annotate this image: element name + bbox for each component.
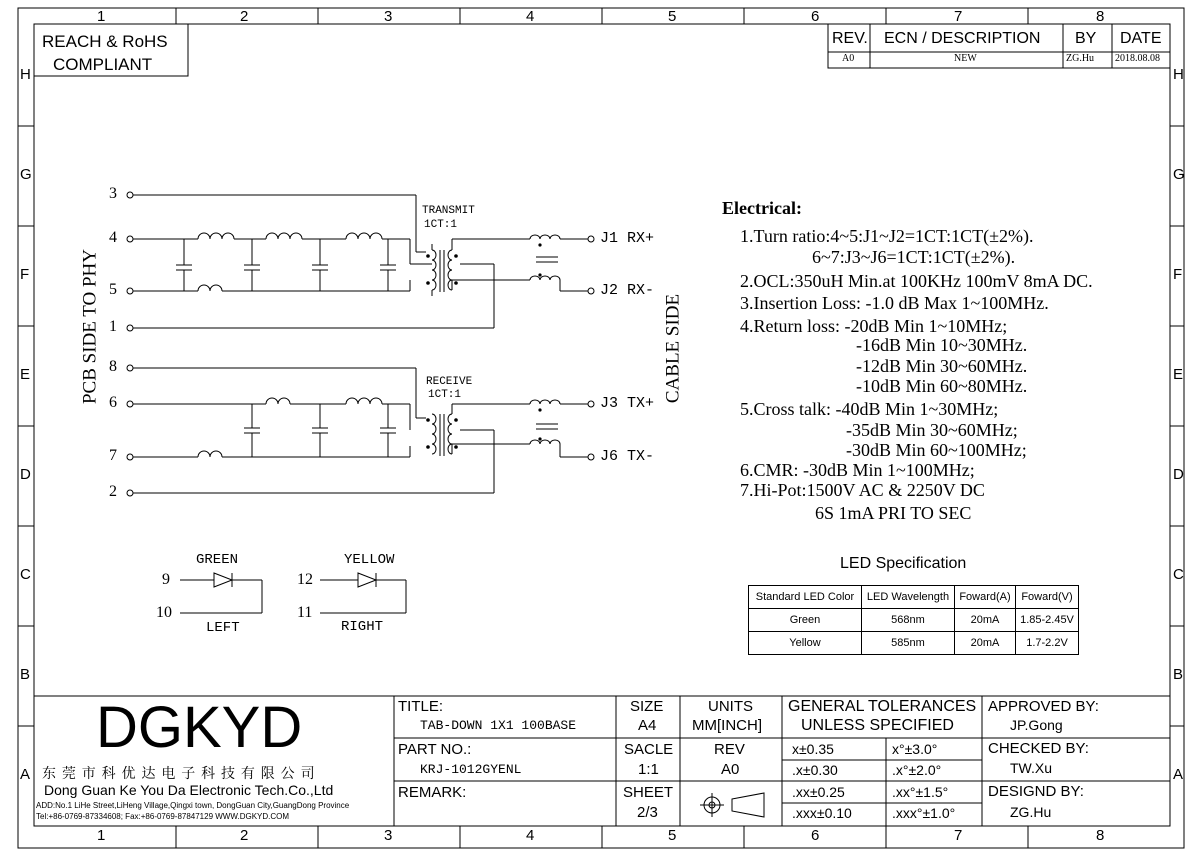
spec-line: 6.CMR: -30dB Min 1~100MHz; [740,460,975,480]
date-header: DATE [1120,30,1162,47]
table-cell: 20mA [955,609,1016,632]
approved-label: APPROVED BY: [988,698,1099,715]
table-cell: 1.7-2.2V [1016,632,1079,655]
projection-symbol [700,793,764,817]
pin-label: 7 [109,447,117,464]
pin-label-right: J1 RX+ [600,230,655,247]
led-yellow-symbol [320,573,406,613]
table-header: Standard LED Color [749,586,862,609]
row-label: A [1173,766,1184,783]
spec-line: 4.Return loss: -20dB Min 1~10MHz; [740,316,1008,336]
spec-line: -16dB Min 10~30MHz. [856,335,1028,355]
led-spec-table [748,585,1079,655]
led-green-symbol [180,573,262,613]
pin-label: 4 [109,229,117,246]
approved-value: JP.Gong [1010,717,1063,733]
col-label: 4 [526,8,535,25]
table-cell: 568nm [862,609,955,632]
col-label: 5 [668,8,677,25]
spec-line: 2.OCL:350uH Min.at 100KHz 100mV 8mA DC. [740,271,1093,291]
sheet-value: 2/3 [637,804,658,821]
cable-side-label: CABLE SIDE [662,293,684,404]
table-cell: Yellow [749,632,862,655]
tolerance-angular: .xxx°±1.0° [892,805,956,821]
led-green-pin-a: 9 [162,571,170,588]
scale-label: SACLE [624,741,674,758]
table-cell: Green [749,609,862,632]
spec-line: -30dB Min 60~100MHz; [846,440,1027,460]
sheet-label: SHEET [623,784,674,801]
receive-circuit [133,368,588,493]
company-logo: DGKYD [96,695,303,760]
col-label: 8 [1096,827,1105,844]
designed-label: DESIGND BY: [988,783,1084,800]
table-row [749,632,1079,655]
compliance-line-2: COMPLIANT [53,55,153,74]
row-label: B [20,666,31,683]
col-label: 4 [526,827,535,844]
units-label: UNITS [708,698,753,715]
receive-ratio: 1CT:1 [428,389,462,401]
pin-label: 1 [109,318,117,335]
row-label: F [1173,266,1183,283]
pin-circles [127,192,594,496]
size-value: A4 [638,717,657,734]
transmit-label: TRANSMIT [422,205,475,217]
date-value: 2018.08.08 [1115,53,1160,64]
ecn-header: ECN / DESCRIPTION [884,30,1041,47]
by-value: ZG.Hu [1066,53,1095,64]
scale-value: 1:1 [638,761,659,778]
pin-label-right: J3 TX+ [600,395,655,412]
col-label: 2 [240,827,249,844]
spec-line: 7.Hi-Pot:1500V AC & 2250V DC [740,480,985,500]
units-value: MM[INCH] [692,717,762,734]
company-name-en: Dong Guan Ke You Da Electronic Tech.Co.,Ltd [44,782,334,798]
led-green-side: LEFT [206,620,240,636]
ecn-value: NEW [954,53,977,64]
led-yellow-pin-a: 12 [297,571,313,588]
pin-label-right: J2 RX- [600,282,655,299]
company-address: ADD:No.1 LiHe Street,LiHeng Village,Qingxi town, DongGuan City,GuangDong Province [36,801,350,810]
tolerance-angular: .xx°±1.5° [892,784,949,800]
row-label: E [1173,366,1184,383]
checked-label: CHECKED BY: [988,740,1089,757]
tolerance-title-2: UNLESS SPECIFIED [801,717,954,734]
rev-header: REV. [832,30,868,47]
electrical-heading: Electrical: [722,198,802,218]
tolerance-title-1: GENERAL TOLERANCES [788,698,977,715]
spec-line: 1.Turn ratio:4~5:J1~J2=1CT:1CT(±2%). [740,226,1034,246]
spec-line: 5.Cross talk: -40dB Min 1~30MHz; [740,399,999,419]
row-label: E [20,366,31,383]
spec-line: 6S 1mA PRI TO SEC [815,503,972,523]
table-cell: 20mA [955,632,1016,655]
spec-line: -35dB Min 30~60MHz; [846,420,1018,440]
checked-value: TW.Xu [1010,760,1053,776]
table-row [749,609,1079,632]
company-name-cn: 东 莞 市 科 优 达 电 子 科 技 有 限 公 司 [42,765,316,781]
title-value: TAB-DOWN 1X1 100BASE [420,718,577,733]
row-label: H [1173,66,1184,83]
col-label: 3 [384,8,393,25]
table-cell: 1.85-2.45V [1016,609,1079,632]
tolerance-linear: x±0.35 [792,741,834,757]
pin-label-right: J6 TX- [600,448,655,465]
row-label: C [20,566,31,583]
rev-value-tb: A0 [721,761,740,778]
tolerance-angular: .x°±2.0° [892,762,942,778]
col-label: 5 [668,827,677,844]
col-label: 1 [97,8,106,25]
pin-label: 2 [109,483,117,500]
table-cell: 585nm [862,632,955,655]
row-label: B [1173,666,1184,683]
row-label: G [20,166,32,183]
pin-label: 3 [109,185,117,202]
table-header-row [749,586,1079,609]
row-label: H [20,66,31,83]
col-label: 1 [97,827,106,844]
by-header: BY [1075,30,1097,47]
remark-label: REMARK: [398,784,467,801]
led-yellow-name: YELLOW [344,552,395,568]
company-contact: Tel:+86-0769-87334608; Fax:+86-0769-87847129 WWW.DGKYD.COM [36,812,290,821]
size-label: SIZE [630,698,664,715]
col-label: 3 [384,827,393,844]
rev-label: REV [714,741,745,758]
part-label: PART NO.: [398,741,472,758]
pin-label: 6 [109,394,117,411]
led-green-pin-b: 10 [156,604,172,621]
col-label: 2 [240,8,249,25]
tolerance-angular: x°±3.0° [892,741,938,757]
part-value: KRJ-1012GYENL [420,762,522,777]
spec-line: 3.Insertion Loss: -1.0 dB Max 1~100MHz. [740,293,1049,313]
led-yellow-side: RIGHT [341,619,384,635]
tolerance-linear: .xxx±0.10 [792,805,852,821]
designed-value: ZG.Hu [1010,804,1052,820]
schematic [127,192,594,613]
receive-label: RECEIVE [426,376,473,388]
row-label: F [20,266,30,283]
tolerance-linear: .x±0.30 [792,762,838,778]
col-label: 6 [811,8,820,25]
row-label: G [1173,166,1185,183]
tolerance-linear: .xx±0.25 [792,784,845,800]
col-label: 8 [1096,8,1105,25]
transmit-ratio: 1CT:1 [424,219,458,231]
compliance-line-1: REACH & RoHS [42,32,168,51]
pcb-side-label: PCB SIDE TO PHY [79,248,101,405]
row-label: C [1173,566,1184,583]
col-label: 7 [954,8,963,25]
row-label: D [20,466,31,483]
row-label: D [1173,466,1184,483]
row-label: A [20,766,31,783]
spec-line: -10dB Min 60~80MHz. [856,376,1028,396]
table-header: Foward(A) [955,586,1016,609]
led-spec-title: LED Specification [840,555,967,572]
table-header: Foward(V) [1016,586,1079,609]
led-yellow-pin-b: 11 [297,604,313,621]
spec-line: 6~7:J3~J6=1CT:1CT(±2%). [812,247,1016,267]
spec-line: -12dB Min 30~60MHz. [856,356,1028,376]
pin-label: 8 [109,358,117,375]
transmit-circuit [133,195,588,328]
pin-label: 5 [109,281,117,298]
table-header: LED Wavelength [862,586,955,609]
col-label: 6 [811,827,820,844]
title-label: TITLE: [398,698,444,715]
col-label: 7 [954,827,963,844]
rev-value: A0 [842,53,855,64]
led-green-name: GREEN [196,552,239,568]
